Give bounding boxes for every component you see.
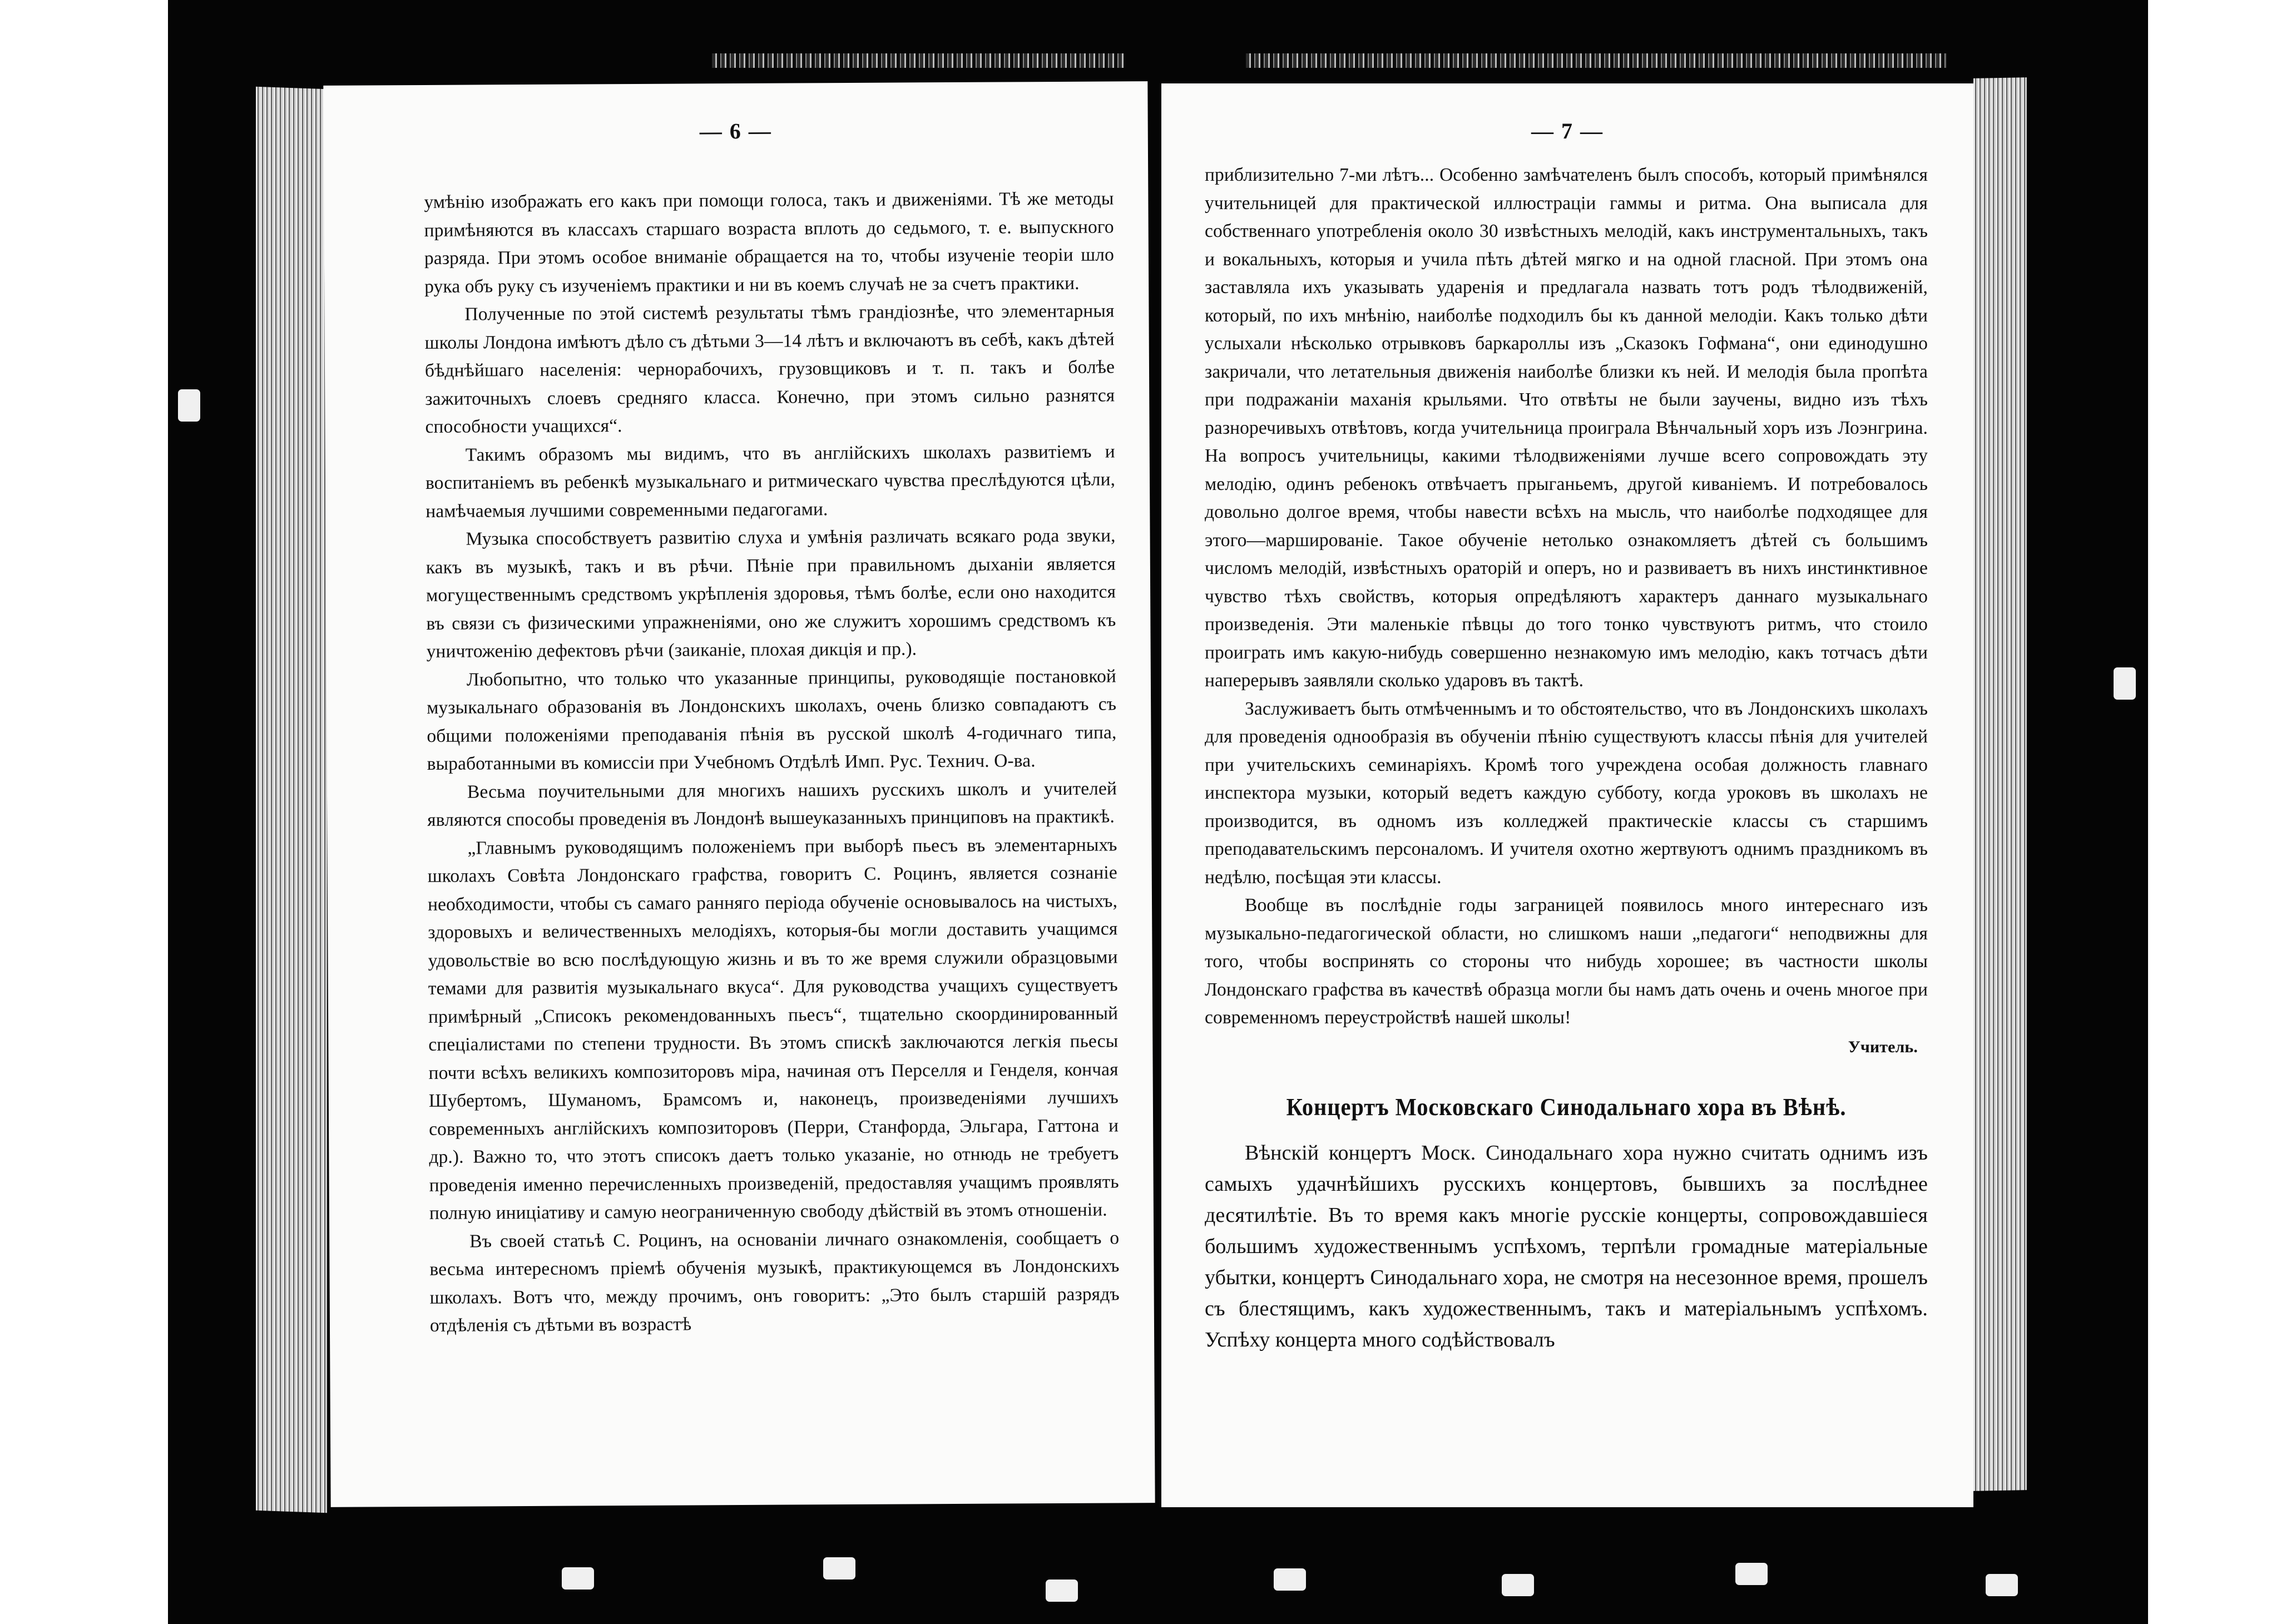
paragraph: Такимъ образомъ мы видимъ, что въ англійскихъ школахъ развитіемъ и воспитаніемъ въ ребенкѣ музыкальнаго и ритмическаго чувства преслѣдуются цѣли, намѣчаемыя лучшими современными педагогами. (425, 440, 1116, 522)
page-number-left: — 6 — (699, 118, 772, 144)
book-top-edge (712, 53, 1124, 68)
right-page-block-edge (1973, 77, 2027, 1491)
left-page-block-edge (256, 87, 327, 1513)
film-sprocket-hole (1502, 1574, 1534, 1596)
film-sprocket-hole (1274, 1568, 1306, 1591)
film-sprocket-hole (823, 1557, 855, 1580)
article-paragraph: Вѣнскій концертъ Моск. Синодальнаго хора нужно считать однимъ изъ самыхъ удачнѣйшихъ русскихъ концертовъ, бывшихъ за послѣднее десятилѣтіе. Въ то время какъ многіе русскіе концерты, сопровождавшіеся большимъ художественнымъ успѣхомъ, терпѣли громадные матеріальные убытки, концертъ Синодальнаго хора, не смотря на несезонное время, прошелъ съ блестящимъ, какъ художественнымъ, такъ и матеріальнымъ успѣхомъ. Успѣху концерта много содѣйствовалъ (1205, 1141, 1928, 1351)
right-page-text (1205, 161, 1928, 1355)
film-sprocket-hole (2114, 667, 2136, 700)
film-sprocket-hole (562, 1567, 594, 1590)
film-sprocket-hole (1046, 1580, 1078, 1602)
author-signature: Учитель. (1848, 1037, 1918, 1056)
book-top-edge (1246, 53, 1947, 68)
paragraph: Заслуживаетъ быть отмѣченнымъ и то обстоятельство, что въ Лондонскихъ школахъ для проведенія однообразія въ обученіи пѣнію существуютъ классы пѣнія для учителей при учительскихъ семинаріяхъ. Кромѣ того учреждена особая должность главнаго инспектора музыки, который ведетъ каждую субботу, когда уроковъ въ школахъ не производится, въ одномъ изъ колледжей практическіе классы съ старшимъ преподавательскимъ персоналомъ. И учителя охотно жертвуютъ однимъ праздникомъ въ недѣлю, посѣщая эти классы. (1205, 698, 1928, 888)
paragraph: Весьма поучительными для многихъ нашихъ русскихъ школъ и учителей являются способы проведенія въ Лондонѣ вышеуказанныхъ принциповъ на практикѣ. (427, 778, 1117, 830)
left-page (323, 81, 1155, 1507)
film-sprocket-hole (1735, 1563, 1768, 1585)
right-page (1161, 83, 1973, 1507)
paragraph: Вообще въ послѣдніе годы заграницей появилось много интереснаго изъ музыкально-педагогической области, но слишкомъ наши „педагоги“ неподвижны для того, чтобы воспринять со стороны что нибудь хорошее; въ частности школы Лондонскаго графства въ качествѣ образца могли бы намъ дать очень и очень многое при современномъ переустройствѣ нашей школы! (1205, 895, 1928, 1028)
paragraph: Въ своей статьѣ С. Роцинъ, на основаніи личнаго ознакомленія, сообщаетъ о весьма интересномъ пріемѣ обученія музыкѣ, практикующемся въ Лондонскихъ школахъ. Вотъ что, между прочимъ, онъ говоритъ: „Это былъ старшій разрядъ отдѣленія съ дѣтьми въ возрастѣ (429, 1227, 1120, 1336)
article-title: Концертъ Московскаго Синодальнаго хора въ Вѣнѣ. (1286, 1093, 1847, 1121)
paragraph: приблизительно 7-ми лѣтъ... Особенно замѣчателенъ былъ способъ, который примѣнялся учительницей для практической иллюстраціи гаммы и ритма. Она выписала для собственнаго употребленія около 30 извѣстныхъ мелодій, какъ инструментальныхъ, такъ и вокальныхъ, которыя и учила пѣть дѣтей мягко и на одной гласной. При этомъ она заставляла ихъ указывать ударенія и предлагала назвать тотъ родъ тѣлодвиженій, который, по ихъ мнѣнію, наиболѣе подходилъ бы къ данной мелодіи. Какъ только дѣти услыхали нѣсколько отрывковъ баркароллы изъ „Сказокъ Гофмана“, они единодушно закричали, что летательныя движенія наиболѣе близки къ ней. И мелодія была пропѣта при подражаніи маханія крыльями. Что отвѣты не были заучены, видно изъ тѣхъ разноречивыхъ отвѣтовъ, когда учительница проиграла Вѣнчальный хоръ изъ Лоэнгрина. На вопросъ учительницы, какими тѣлодвиженіями лучше всего сопровождать эту мелодію, одинъ ребенокъ отвѣчаетъ прыганьемъ, другой киваніемъ. И потребовалось довольно долгое время, чтобы навести всѣхъ на мысль, что наиболѣе подходящее для этого—маршированіе. Такое обученіе нетолько ознакомляетъ дѣтей съ большимъ числомъ мелодій, извѣстныхъ ораторій и оперъ, но и развиваетъ въ нихъ инстинктивное чувство тѣхъ свойствъ, которыя опредѣляютъ характеръ даннаго музыкальнаго произведенія. Эти маленькіе пѣвцы до того тонко чувствуютъ ритмъ, что стоило проиграть имъ какую-нибудь совершенно незнакомую имъ мелодію, какъ тотчасъ дѣти наперерывъ заявляли сколько ударовъ въ тактѣ. (1205, 165, 1928, 691)
page-number-right: — 7 — (1531, 118, 1604, 143)
paragraph: умѣнію изображать его какъ при помощи голоса, такъ и движеніями. Тѣ же методы примѣняются въ классахъ старшаго возраста вплоть до седьмого, т. е. выпускного разряда. При этомъ особое вниманіе обращается на то, чтобы изученіе теоріи шло рука объ руку съ изученіемъ практики и ни въ коемъ случаѣ не за счетъ практики. (424, 188, 1115, 297)
paragraph: Музыка способствуетъ развитію слуха и умѣнія различать всякаго рода звуки, какъ въ музыкѣ, такъ и въ рѣчи. Пѣніе при правильномъ дыханіи является могущественнымъ средствомъ укрѣпленія здоровья, тѣмъ болѣе, если оно находится въ связи съ физическими упражненіями, оно же служитъ хорошимъ средствомъ къ уничтоженію дефектовъ рѣчи (заиканіе, плохая дикція и пр.). (425, 525, 1116, 662)
film-sprocket-hole (1986, 1574, 2018, 1596)
left-page-text (424, 185, 1120, 1340)
film-sprocket-hole (178, 389, 200, 422)
paragraph: Полученные по этой системѣ результаты тѣмъ грандіознѣе, что элементарныя школы Лондона имѣютъ дѣло съ дѣтьми 3—14 лѣтъ и включаютъ въ себѣ, какъ дѣтей бѣднѣйшаго населенія: чернорабочихъ, грузовщиковъ и т. п. такъ и болѣе зажиточныхъ слоевъ средняго класса. Конечно, при этомъ сильно разнятся способности учащихся“. (424, 300, 1115, 437)
paragraph: „Главнымъ руководящимъ положеніемъ при выборѣ пьесъ въ элементарныхъ школахъ Совѣта Лондонскаго графства, говоритъ С. Роцинъ, является сознаніе необходимости, чтобы съ самаго ранняго періода обученіе основывалось на чистыхъ, здоровыхъ и величественныхъ мелодіяхъ, которыя-бы могли доставить учащимся удовольствіе во всю послѣдующую жизнь и въ то же время служили образцовыми темами для развитія музыкальнаго вкуса“. Для руководства учащихъ существуетъ примѣрный „Списокъ рекомендованныхъ пьесъ“, тщательно скоординированный спеціалистами по степени трудности. Въ этомъ спискѣ заключаются легкія пьесы почти всѣхъ великихъ композиторовъ міра, начиная отъ Перселля и Генделя, кончая Шубертомъ, Шуманомъ, Брамсомъ и, наконецъ, произведеніями лучшихъ современныхъ англійскихъ композиторовъ (Перри, Станфорда, Эльгара, Гаттона и др.). Важно то, что этотъ списокъ даетъ только указаніе, но отнюдь не требуетъ проведенія именно перечисленныхъ произведеній, предоставляя учащимъ проявлять полную иниціативу и самую неограниченную свободу дѣйствій въ этомъ отношеніи. (427, 834, 1119, 1224)
paragraph: Любопытно, что только что указанные принципы, руководящіе постановкой музыкальнаго образованія въ Лондонскихъ школахъ, очень близко совпадаютъ съ общими положеніями преподаванія пѣнія въ русской школѣ 4-годичнаго типа, выработанными въ комиссіи при Учебномъ Отдѣлѣ Имп. Рус. Технич. О-ва. (427, 665, 1117, 774)
